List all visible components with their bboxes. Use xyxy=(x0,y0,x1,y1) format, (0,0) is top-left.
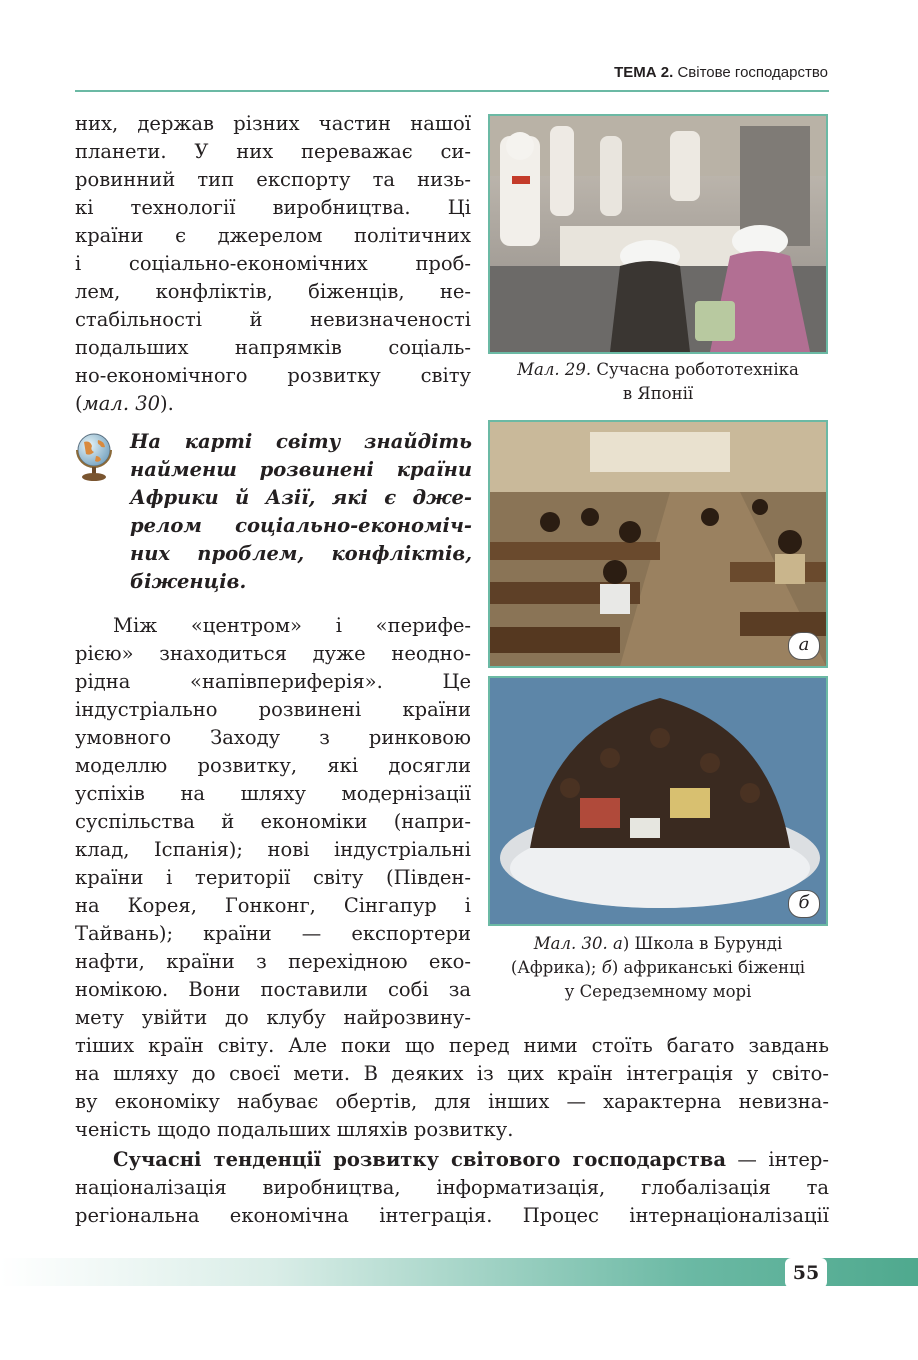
figure-label: Мал. 30. xyxy=(533,934,608,953)
text-line: країни є джерелом політичних xyxy=(75,224,471,247)
text-line: регіональна економічна інтеграція. Процес інтернаціоналізації xyxy=(75,1204,829,1227)
text-line: Тайвань); країни — експортери xyxy=(75,922,471,945)
text-line: умовного Заходу з ринковою xyxy=(75,726,471,749)
badge-a: а xyxy=(788,632,820,660)
text-line: кі технології виробництва. Ці xyxy=(75,196,471,219)
task-line: На карті світу знайдіть xyxy=(130,430,472,453)
page-number: 55 xyxy=(785,1258,827,1288)
text-line: і соціально-економічних проб- xyxy=(75,252,471,275)
photo-refugees-boat xyxy=(488,676,828,926)
text-line: планети. У них переважає си- xyxy=(75,140,471,163)
task-line: найменш розвинені країни xyxy=(130,458,472,481)
text-line: стабільності й невизначеності xyxy=(75,308,471,331)
task-line: біженців. xyxy=(130,570,247,593)
caption-text: ) Школа в Бурунді xyxy=(622,934,783,953)
refugee-boat-illustration xyxy=(490,678,826,924)
caption-line: в Японії xyxy=(622,384,694,403)
caption-text: ) африканські біженці xyxy=(611,958,806,977)
text-line: но-економічного розвитку світу xyxy=(75,364,471,387)
text-line: на шляху до своєї мети. В деяких із цих країн інтеграція у світо- xyxy=(75,1062,829,1085)
text-line: нафти, країни з перехідною еко- xyxy=(75,950,471,973)
task-block xyxy=(130,428,472,596)
text-line: лем, конфліктів, біженців, не- xyxy=(75,280,471,303)
figure-reference: мал. 30 xyxy=(82,392,161,415)
text-line xyxy=(75,1146,829,1174)
text-line: країни і території світу (Півден- xyxy=(75,866,471,889)
text-line: націоналізація виробництва, інформатизація, глобалізація та xyxy=(75,1176,829,1199)
caption-text: (Африка); xyxy=(510,958,602,977)
paragraph-1 xyxy=(75,110,471,418)
paren-close: ). xyxy=(160,392,174,415)
task-line: них проблем, конфліктів, xyxy=(130,542,472,565)
caption-text: Сучасна робототехніка xyxy=(596,360,799,379)
text-line: на Корея, Гонконг, Сінгапур і xyxy=(75,894,471,917)
task-line: релом соціально-економіч- xyxy=(130,514,472,537)
header-rule xyxy=(75,90,829,92)
caption-line xyxy=(486,956,830,980)
paragraph-3 xyxy=(75,1146,829,1230)
text-line: індустріально розвинені країни xyxy=(75,698,471,721)
text-line: моделлю розвитку, які досягли xyxy=(75,754,471,777)
text-line: Між «центром» і «перифе- xyxy=(113,614,471,637)
text-line: рією» знаходиться дуже неодно- xyxy=(75,642,471,665)
header-tema: ТЕМА 2. xyxy=(614,64,674,81)
text-line: ву економіку набуває обертів, для інших — характерна невизна- xyxy=(75,1090,829,1113)
running-header xyxy=(614,64,828,81)
text-line: рідна «напівпериферія». Це xyxy=(75,670,471,693)
badge-b: б xyxy=(788,890,820,918)
caption-fig29 xyxy=(488,358,828,406)
header-title: Світове господарство xyxy=(677,64,828,81)
text-line: успіхів на шляху модернізації xyxy=(75,782,471,805)
text-line: ровинний тип експорту та низь- xyxy=(75,168,471,191)
paragraph-2-continued xyxy=(75,1032,829,1144)
photo-school-burundi xyxy=(488,420,828,668)
photo-robotics-japan xyxy=(488,114,828,354)
footer-bar xyxy=(0,1258,918,1286)
text-line: суспільства й економіки (напри- xyxy=(75,810,471,833)
caption-line: у Середземному морі xyxy=(564,982,752,1001)
key-term: Сучасні тенденції розвитку світового господарства xyxy=(113,1148,726,1171)
paren-open: ( xyxy=(75,392,83,415)
caption-marker-b: б xyxy=(601,958,612,977)
caption-marker-a: а xyxy=(612,934,623,953)
task-line: Африки й Азії, які є дже- xyxy=(130,486,472,509)
text-span: — інтер- xyxy=(725,1148,829,1171)
robotics-photo-illustration xyxy=(490,116,826,352)
paragraph-2 xyxy=(75,612,471,1032)
text-line: подальших напрямків соціаль- xyxy=(75,336,471,359)
text-line: номікою. Вони поставили собі за xyxy=(75,978,471,1001)
text-line: мету увійти до клубу найрозвину- xyxy=(75,1006,471,1029)
globe-icon xyxy=(72,430,116,482)
text-line: ченість щодо подальших шляхів розвитку. xyxy=(75,1118,514,1141)
text-line-end xyxy=(75,390,471,418)
caption-line xyxy=(486,932,830,956)
text-line: клад, Іспанія); нові індустріальні xyxy=(75,838,471,861)
figure-label: Мал. 29. xyxy=(517,360,592,379)
text-line: них, держав різних частин нашої xyxy=(75,112,471,135)
caption-fig30 xyxy=(486,932,830,1004)
school-photo-illustration xyxy=(490,422,826,666)
text-line: тіших країн світу. Але поки що перед ними стоїть багато завдань xyxy=(75,1034,829,1057)
caption-line xyxy=(488,358,828,382)
